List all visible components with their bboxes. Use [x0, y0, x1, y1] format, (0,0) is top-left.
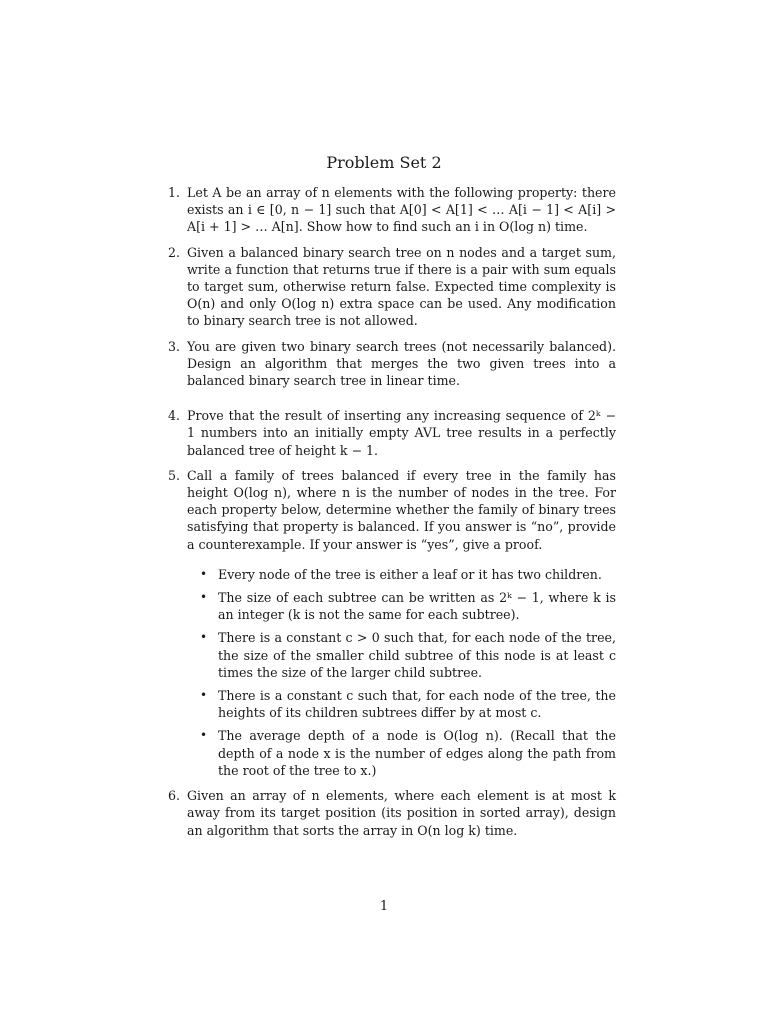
problem-6	[168, 787, 616, 839]
problem-number: 3.	[168, 338, 181, 354]
problem-text: You are given two binary search trees (not necessarily balanced). Design an algorithm that merges the two given trees into a balanced binary search tree in linear time.	[187, 338, 616, 389]
problem-text: Let A be an array of n elements with the following property: there exists an i ∈ [0, n − 1] such that A[0] < A[1] < … A[i − 1] < A[i] > A[i + 1] > … A[n]. Show how to find such an i in O(log n) time.	[187, 185, 616, 235]
problem-4	[168, 407, 616, 459]
property-text: There is a constant c > 0 such that, for each node of the tree, the size of the smaller child subtree of this node is at least c times the size of the larger child subtree.	[218, 630, 616, 680]
property-list	[199, 566, 616, 779]
page-title: Problem Set 2	[326, 153, 442, 172]
bullet-icon: •	[200, 566, 208, 581]
problem-2	[168, 244, 616, 330]
problem-number: 1.	[168, 185, 181, 200]
problem-1	[168, 184, 616, 236]
problem-number: 4.	[168, 408, 181, 424]
property-text: Every node of the tree is either a leaf or it has two children.	[218, 566, 602, 582]
problem-text: Call a family of trees balanced if every tree in the family has height O(log n), where n is the number of nodes in the tree. For each property below, determine whether the family of binary trees satisfying that property is balanced. If you answer is “no”, provide a counterexample. If your answer is “yes”, give a proof.	[187, 467, 616, 552]
property-item	[199, 589, 616, 623]
problem-list	[168, 184, 616, 847]
problem-text: Given a balanced binary search tree on n nodes and a target sum, write a function that returns true if there is a pair with sum equals to target sum, otherwise return false. Expected time complexity is O(n) and only O(log n) extra space can be used. Any modification to binary search tree is not allowed.	[187, 244, 616, 329]
problem-3	[168, 338, 616, 390]
bullet-icon: •	[200, 688, 208, 703]
property-item	[199, 566, 616, 583]
bullet-icon: •	[200, 590, 208, 605]
bullet-icon: •	[200, 728, 208, 743]
problem-text: Prove that the result of inserting any increasing sequence of 2ᵏ − 1 numbers into an initially empty AVL tree results in a perfectly balanced tree of height k − 1.	[187, 408, 616, 458]
property-item	[199, 629, 616, 681]
property-text: The average depth of a node is O(log n). (Recall that the depth of a node x is the number of edges along the path from the root of the tree to x.)	[218, 728, 616, 778]
property-text: There is a constant c such that, for each node of the tree, the heights of its children subtrees differ by at most c.	[218, 688, 616, 721]
page-number: 1	[379, 899, 389, 914]
problem-number: 6.	[168, 788, 181, 804]
bullet-icon: •	[200, 630, 208, 645]
problem-number: 5.	[168, 467, 181, 483]
property-text: The size of each subtree can be written as 2ᵏ − 1, where k is an integer (k is not the same for each subtree).	[218, 590, 616, 623]
property-item	[199, 687, 616, 721]
property-item	[199, 727, 616, 779]
problem-text: Given an array of n elements, where each element is at most k away from its target position (its position in sorted array), design an algorithm that sorts the array in O(n log k) time.	[187, 788, 616, 838]
problem-5	[168, 467, 616, 779]
problem-number: 2.	[168, 244, 181, 260]
